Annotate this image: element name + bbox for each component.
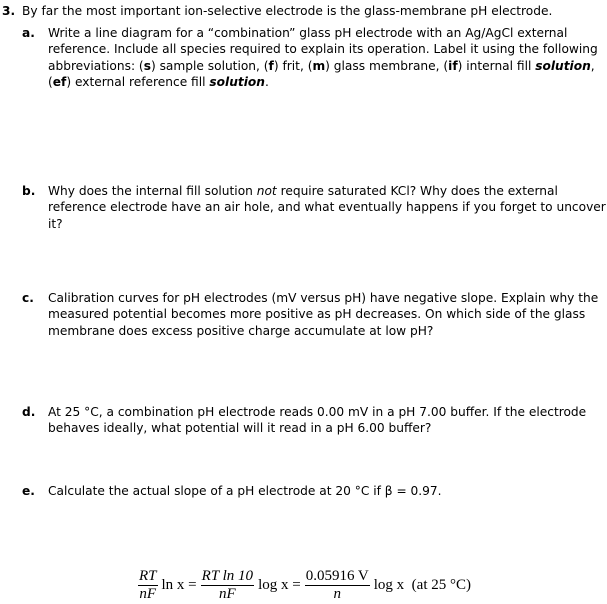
part-a bbox=[22, 25, 607, 90]
part-b bbox=[22, 183, 607, 232]
eq-term: log x = bbox=[258, 577, 301, 593]
part-c-text: Calibration curves for pH electrodes (mV versus pH) have negative slope. Explain why the measured potential becomes more positive as pH decreases. On which side of the glass membrane does excess positive charge accumulate at low pH? bbox=[48, 291, 599, 338]
part-label: d. bbox=[22, 405, 36, 419]
fraction: $\frac{0.05916 V}{n}$ bbox=[305, 568, 369, 602]
part-label: e. bbox=[22, 484, 35, 498]
part-c bbox=[22, 290, 607, 339]
nernst-equation bbox=[138, 568, 471, 603]
part-a-text: Write a line diagram for a “combination” glass pH electrode with an Ag/AgCl external reference. Include all species required to explain its operation. Label it using the following abbreviations: (s) sample solution, (f) frit, (m) glass membrane, (if) internal fill solution, (ef) external reference fill solution. bbox=[48, 26, 598, 89]
part-d bbox=[22, 404, 607, 437]
fraction: $\frac{RT}{nF}$ bbox=[139, 568, 157, 602]
part-d-text: At 25 °C, a combination pH electrode reads 0.00 mV in a pH 7.00 buffer. If the electrode behaves ideally, what potential will it read in a pH 6.00 buffer? bbox=[48, 405, 587, 436]
fraction: $\frac{\text{RT ln 10}}{nF}$ bbox=[201, 568, 254, 602]
part-label: b. bbox=[22, 184, 36, 198]
part-b-text: Why does the internal fill solution not require saturated KCl? Why does the external reference electrode have an air hole, and what eventually happens if you forget to uncover it? bbox=[48, 184, 606, 231]
question-number: 3. bbox=[2, 4, 16, 18]
eq-term: log x (at 25 °C) bbox=[373, 577, 472, 593]
part-label: c. bbox=[22, 291, 34, 305]
part-label: a. bbox=[22, 26, 35, 40]
question-text: By far the most important ion-selective electrode is the glass-membrane pH electrode. bbox=[22, 4, 553, 18]
part-e bbox=[22, 483, 607, 499]
question-3 bbox=[2, 3, 607, 19]
eq-term: ln x = bbox=[161, 577, 197, 593]
part-e-text: Calculate the actual slope of a pH electrode at 20 °C if β = 0.97. bbox=[48, 484, 442, 498]
